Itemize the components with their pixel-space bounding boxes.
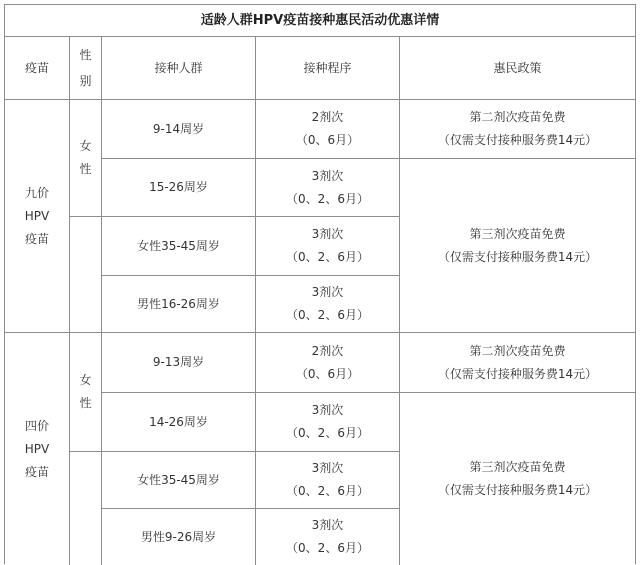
gender-line: 女 (79, 139, 92, 153)
population-text: 15-26周岁 (149, 180, 208, 194)
population-cell (102, 217, 255, 275)
gender-line: 性 (79, 396, 92, 410)
schedule-cell (256, 393, 399, 451)
timing-text: （0、6月） (295, 133, 360, 147)
table-title: 适龄人群HPV疫苗接种惠民活动优惠详情 (200, 13, 440, 28)
population-cell (102, 100, 255, 158)
gender-line: 性 (79, 162, 92, 176)
vaccine-cell-four-valent (5, 333, 69, 565)
policy-cell (400, 159, 635, 332)
hpv-discount-table (4, 4, 636, 564)
timing-text: （0、2、6月） (286, 250, 369, 264)
header-gender-line2: 别 (79, 74, 92, 88)
vaccine-line: HPV (24, 208, 50, 223)
policy-note: （仅需支付接种服务费14元） (437, 366, 598, 381)
header-population (102, 37, 255, 99)
population-text: 14-26周岁 (149, 414, 208, 429)
schedule-cell (256, 217, 399, 275)
header-vaccine (5, 37, 69, 99)
header-gender (70, 37, 101, 99)
header-policy (400, 37, 635, 99)
population-text: 男性16-26周岁 (137, 296, 220, 311)
doses-text: 2剂次 (311, 343, 344, 358)
gender-cell-female (70, 333, 101, 451)
gender-line: 女 (79, 373, 92, 387)
policy-cell (400, 100, 635, 158)
doses-text: 3剂次 (311, 285, 344, 299)
vaccine-line: 九价 (24, 185, 49, 200)
header-schedule-label: 接种程序 (303, 61, 352, 75)
population-cell (102, 509, 255, 565)
header-gender-line1: 性 (79, 48, 92, 62)
doses-text: 3剂次 (311, 168, 344, 183)
policy-cell (400, 333, 635, 392)
schedule-cell (256, 159, 399, 216)
schedule-cell (256, 509, 399, 565)
vaccine-line: 四价 (24, 418, 49, 433)
population-cell (102, 393, 255, 451)
timing-text: （0、2、6月） (286, 426, 369, 440)
header-policy-label: 惠民政策 (493, 61, 542, 75)
header-vaccine-label: 疫苗 (24, 61, 49, 75)
doses-text: 3剂次 (311, 461, 344, 475)
policy-text: 第二剂次疫苗免费 (469, 343, 566, 358)
schedule-cell (256, 333, 399, 392)
timing-text: （0、2、6月） (286, 541, 369, 555)
header-population-label: 接种人群 (154, 61, 203, 75)
doses-text: 3剂次 (311, 518, 344, 532)
population-text: 9-14周岁 (152, 121, 205, 136)
population-cell (102, 276, 255, 332)
policy-note: （仅需支付接种服务费14元） (437, 133, 598, 147)
policy-text: 第二剂次疫苗免费 (469, 110, 566, 124)
population-cell (102, 452, 255, 508)
population-cell (102, 333, 255, 392)
policy-cell (400, 393, 635, 565)
population-text: 女性35-45周岁 (137, 472, 220, 487)
population-cell (102, 159, 255, 216)
policy-note: （仅需支付接种服务费14元） (437, 483, 598, 497)
population-text: 女性35-45周岁 (137, 238, 220, 253)
population-text: 男性9-26周岁 (140, 529, 217, 544)
schedule-cell (256, 100, 399, 158)
vaccine-line: HPV (24, 441, 50, 456)
doses-text: 2剂次 (311, 110, 344, 124)
vaccine-cell-nine-valent (5, 100, 69, 332)
schedule-cell (256, 276, 399, 332)
timing-text: （0、2、6月） (286, 308, 369, 322)
gender-cell-female (70, 100, 101, 216)
schedule-cell (256, 452, 399, 508)
population-text: 9-13周岁 (152, 355, 205, 369)
doses-text: 3剂次 (311, 403, 344, 417)
header-schedule (256, 37, 399, 99)
vaccine-line: 疫苗 (24, 231, 49, 246)
timing-text: （0、2、6月） (286, 191, 369, 206)
policy-text: 第三剂次疫苗免费 (469, 460, 566, 474)
doses-text: 3剂次 (311, 227, 344, 241)
policy-text: 第三剂次疫苗免费 (469, 226, 566, 241)
timing-text: （0、2、6月） (286, 484, 369, 498)
timing-text: （0、6月） (295, 366, 360, 381)
vaccine-line: 疫苗 (24, 464, 49, 479)
policy-note: （仅需支付接种服务费14元） (437, 249, 598, 264)
